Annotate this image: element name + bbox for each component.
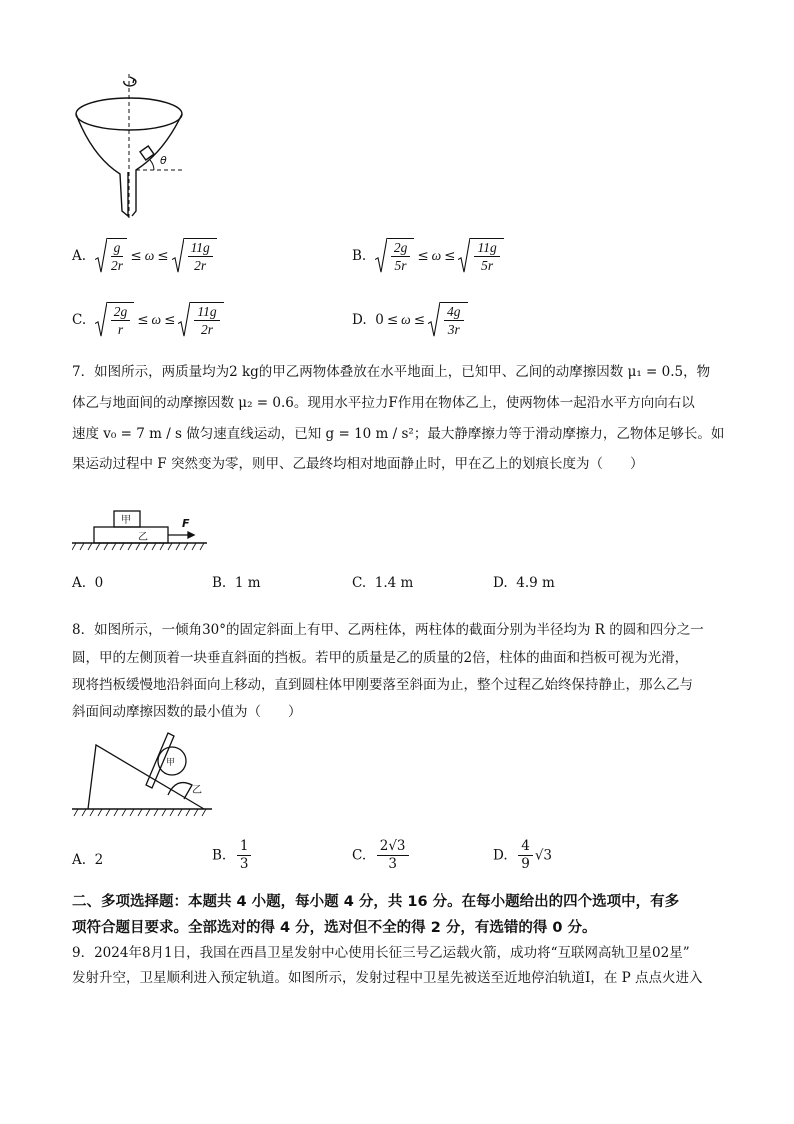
q7-line-3: 速度 v₀ = 7 m / s 做匀速直线运动，已知 g = 10 m / s²；最大静摩擦力等于滑动摩擦力，乙物体足够长。如 — [72, 426, 725, 442]
q7-block-diagram — [72, 505, 207, 555]
label-yi: 乙 — [192, 785, 202, 796]
block-yi — [94, 527, 168, 543]
q7-line-4: 果运动过程中 F 突然变为零，则甲、乙最终均相对地面静止时，甲在乙上的划痕长度为（ ） — [72, 456, 644, 472]
q7-option-d: D. 4.9 m — [493, 575, 555, 591]
q8-option-c: C. $\frac{2√3}{3}$ — [352, 838, 411, 873]
q8-line-4: 斜面间动摩擦因数的最小值为（ ） — [72, 704, 302, 720]
q9-line-1: 9．2024年8月1日，我国在西昌卫星发射中心使用长征三号乙运载火箭，成功将“互联网高轨卫星02星” — [72, 945, 690, 961]
q8-option-d: D. $\frac{4}{9}$ √3 — [493, 838, 553, 872]
q8-option-a: A. 2 — [72, 852, 104, 868]
section-2-line-1: 二、多项选择题：本题共 4 小题，每小题 4 分，共 16 分。在每小题给出的四个选项中，有多 — [72, 894, 680, 910]
cylinder-yi — [168, 783, 192, 799]
q8-incline-diagram — [72, 727, 212, 822]
q6-option-a: A. $\frac{g}{2r}$ ≤ ω ≤ $\frac{11g}{2r}$ — [72, 238, 217, 274]
q6-option-b: B. $\frac{2g}{5r}$ ≤ ω ≤ $\frac{11g}{5r}$ — [352, 238, 504, 274]
q8-option-b: B. $\frac{1}{3}$ — [212, 838, 253, 873]
label-yi: 乙 — [138, 532, 148, 543]
q8-line-3: 现将挡板缓慢地沿斜面向上移动，直到圆柱体甲刚要落至斜面为止，整个过程乙始终保持静止，那么乙与 — [72, 677, 693, 693]
q7-line-2: 体乙与地面间的动摩擦因数 μ₂ = 0.6。现用水平拉力F作用在物体乙上，使两物体一起沿水平方向向右以 — [72, 395, 695, 411]
label-jia: 甲 — [121, 515, 131, 526]
q6-option-d: D. 0 ≤ ω ≤ $\frac{4g}{3r}$ — [352, 302, 468, 338]
incline — [88, 745, 204, 809]
q7-option-c: C. 1.4 m — [352, 575, 414, 591]
funnel-diagram — [72, 66, 202, 226]
q8-line-2: 圆，甲的左侧顶着一块垂直斜面的挡板。若甲的质量是乙的质量的2倍，柱体的曲面和挡板可视为光滑， — [72, 650, 689, 666]
q7-option-a: A. 0 — [72, 575, 104, 591]
theta-label: θ — [160, 154, 167, 167]
label-force: F — [182, 517, 190, 530]
section-2-line-2: 项符合题目要求。全部选对的得 4 分，选对但不全的得 2 分，有选错的得 0 分。 — [72, 920, 597, 936]
q7-line-1: 7．如图所示，两质量均为2 kg的甲乙两物体叠放在水平地面上，已知甲、乙间的动摩擦因数 μ₁ = 0.5，物 — [72, 364, 711, 380]
label-jia: 甲 — [166, 758, 176, 768]
q9-line-2: 发射升空，卫星顺利进入预定轨道。如图所示，发射过程中卫星先被送至近地停泊轨道Ⅰ，在 P 点点火进入 — [72, 970, 703, 986]
q6-option-c: C. $\frac{2g}{r}$ ≤ ω ≤ $\frac{11g}{2r}$ — [72, 302, 224, 338]
q7-option-b: B. 1 m — [212, 575, 261, 591]
q8-line-1: 8．如图所示，一倾角30°的固定斜面上有甲、乙两柱体，两柱体的截面分别为半径均为 R 的圆和四分之一 — [72, 622, 704, 638]
